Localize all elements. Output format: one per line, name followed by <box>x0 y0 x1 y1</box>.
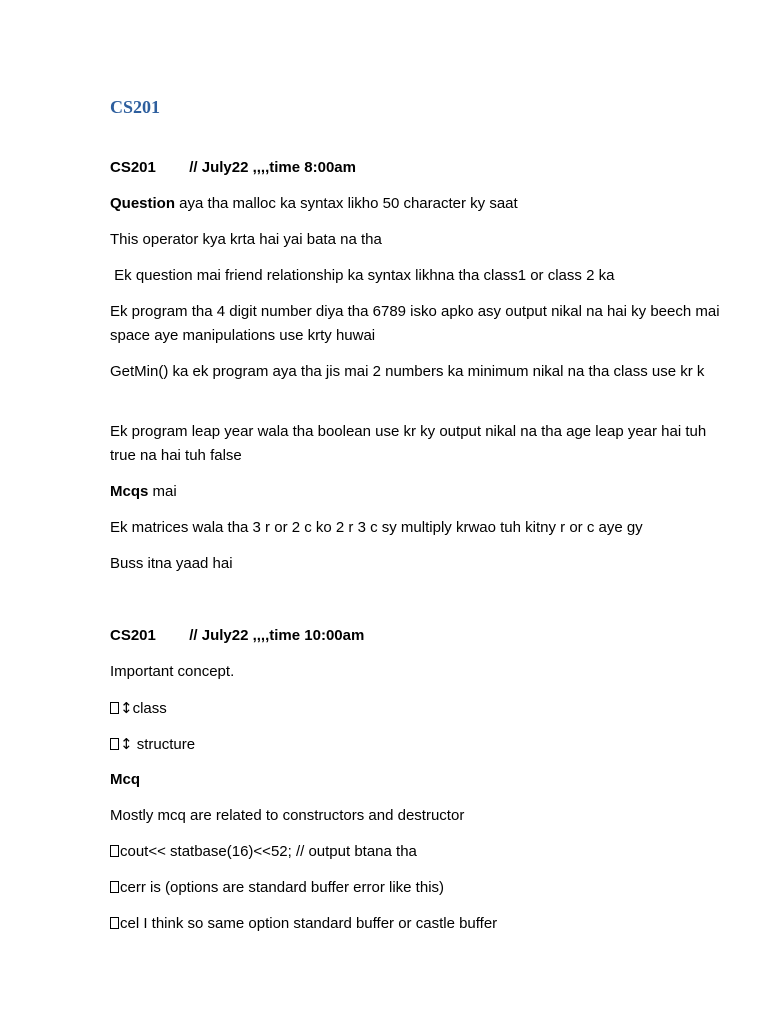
section1-heading-rest: // July22 ,,,,time 8:00am <box>189 159 356 176</box>
question-label: Question <box>110 195 176 212</box>
list-item-text: cel I think so same option standard buffer or castle buffer <box>120 915 498 932</box>
updown-arrow-icon: ↕ <box>120 735 133 753</box>
mcqs-line <box>110 480 720 504</box>
paragraph-leap-year: Ek program leap year wala tha boolean use kr ky output nikal na tha age leap year hai tuh true na hai tuh false <box>110 423 707 464</box>
document-title: CS201 <box>110 97 161 117</box>
list-item-cel <box>110 912 720 936</box>
section1-heading-code: CS201 <box>110 159 156 176</box>
paragraph-digit-program: Ek program tha 4 digit number diya tha 6789 isko apko asy output nikal na hai ky beech mai space aye manipulations use krty huwai <box>110 303 720 344</box>
paragraph-getmin: GetMin() ka ek program aya tha jis mai 2 numbers ka minimum nikal na tha class use kr k <box>110 363 705 380</box>
section1-heading <box>110 156 720 180</box>
missing-glyph-icon <box>110 881 119 893</box>
paragraph-operator: This operator kya krta hai yai bata na tha <box>110 231 382 248</box>
mcqs-label: Mcqs <box>110 483 149 500</box>
missing-glyph-icon <box>110 738 119 750</box>
section2-heading-code: CS201 <box>110 627 156 644</box>
paragraph-friend-relationship: Ek question mai friend relationship ka syntax likhna tha class1 or class 2 ka <box>110 267 615 284</box>
paragraph-important-concept: Important concept. <box>110 663 235 680</box>
mcq-label: Mcq <box>110 771 140 788</box>
section2-heading <box>110 624 720 648</box>
missing-glyph-icon <box>110 917 119 929</box>
list-item-text: cerr is (options are standard buffer error like this) <box>120 879 445 896</box>
missing-glyph-icon <box>110 845 119 857</box>
question-line <box>110 192 720 216</box>
bullet-class <box>110 696 720 721</box>
paragraph-mcq-constructors: Mostly mcq are related to constructors and destructor <box>110 807 465 824</box>
bullet-structure <box>110 732 720 757</box>
paragraph-closing: Buss itna yaad hai <box>110 555 233 572</box>
paragraph-matrices: Ek matrices wala tha 3 r or 2 c ko 2 r 3 c sy multiply krwao tuh kitny r or c aye gy <box>110 519 643 536</box>
list-item-cout <box>110 840 720 864</box>
mcq-label-line <box>110 768 720 792</box>
list-item-text: cout<< statbase(16)<<52; // output btana tha <box>120 843 417 860</box>
mcqs-text: mai <box>148 483 177 500</box>
bullet-structure-text: structure <box>132 736 196 753</box>
updown-arrow-icon: ↕ <box>120 699 133 717</box>
missing-glyph-icon <box>110 702 119 714</box>
section2-heading-rest: // July22 ,,,,time 10:00am <box>189 627 365 644</box>
bullet-class-text: class <box>132 700 167 717</box>
question-text: aya tha malloc ka syntax likho 50 character ky saat <box>175 195 518 212</box>
list-item-cerr <box>110 876 720 900</box>
